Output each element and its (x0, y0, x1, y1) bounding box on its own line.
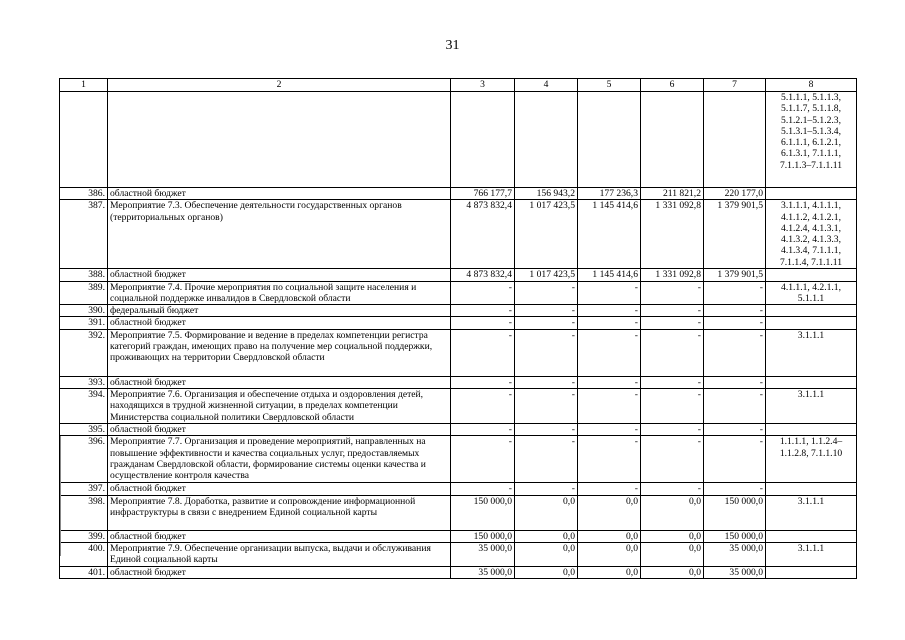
value-col-3: 4 873 832,4 (451, 200, 515, 269)
row-number: 389. (60, 281, 108, 305)
value-col-7: 1 379 901,5 (704, 200, 766, 269)
row-description: Мероприятие 7.5. Формирование и ведение в пределах компетенции регистра категорий граждан, имеющих право на получение мер социальной поддержки, проживающих на территории Свердловской области (108, 329, 451, 376)
value-col-4: - (515, 389, 578, 424)
column-header: 6 (641, 79, 704, 92)
value-col-4: - (515, 483, 578, 495)
value-col-3: - (451, 376, 515, 388)
value-col-7: 150 000,0 (704, 530, 766, 542)
value-col-5: - (578, 317, 641, 329)
value-col-6: - (641, 389, 704, 424)
value-col-6: - (641, 376, 704, 388)
row-number: 388. (60, 269, 108, 281)
row-number: 398. (60, 495, 108, 530)
value-col-3: - (451, 305, 515, 317)
value-col-6: - (641, 281, 704, 305)
row-number: 395. (60, 424, 108, 436)
row-description: областной бюджет (108, 269, 451, 281)
value-col-7: - (704, 424, 766, 436)
row-number: 399. (60, 530, 108, 542)
column-header: 5 (578, 79, 641, 92)
value-col-4: 0,0 (515, 530, 578, 542)
column-header: 8 (766, 79, 857, 92)
value-col-7: - (704, 389, 766, 424)
value-col-4: 0,0 (515, 495, 578, 530)
indicator-codes (766, 566, 857, 578)
value-col-6: - (641, 305, 704, 317)
row-number: 386. (60, 188, 108, 200)
row-number (60, 92, 108, 188)
value-col-4: - (515, 329, 578, 376)
row-description: Мероприятие 7.8. Доработка, развитие и сопровождение информационной инфраструктуры в связи с внедрением Единой социальной карты (108, 495, 451, 530)
row-description: областной бюджет (108, 188, 451, 200)
value-col-5: 0,0 (578, 530, 641, 542)
value-col-7 (704, 92, 766, 188)
table-row (60, 376, 857, 388)
value-col-4: - (515, 305, 578, 317)
row-number: 394. (60, 389, 108, 424)
indicator-codes: 1.1.1.1, 1.1.2.4– 1.1.2.8, 7.1.1.10 (766, 436, 857, 483)
indicator-codes (766, 376, 857, 388)
value-col-5: 0,0 (578, 495, 641, 530)
value-col-5 (578, 92, 641, 188)
column-header: 2 (108, 79, 451, 92)
value-col-3: 150 000,0 (451, 495, 515, 530)
indicator-codes (766, 269, 857, 281)
indicator-codes: 3.1.1.1 (766, 495, 857, 530)
value-col-7: - (704, 436, 766, 483)
indicator-codes (766, 188, 857, 200)
value-col-7: - (704, 305, 766, 317)
row-number: 396. (60, 436, 108, 483)
value-col-6: - (641, 317, 704, 329)
value-col-3: - (451, 329, 515, 376)
indicator-codes (766, 305, 857, 317)
value-col-3: - (451, 424, 515, 436)
value-col-6: - (641, 436, 704, 483)
budget-table (59, 78, 857, 579)
value-col-4 (515, 92, 578, 188)
table-row (60, 436, 857, 483)
page-number: 31 (445, 38, 460, 53)
value-col-6: 0,0 (641, 542, 704, 566)
value-col-3: - (451, 317, 515, 329)
row-number: 391. (60, 317, 108, 329)
row-description: Мероприятие 7.7. Организация и проведение мероприятий, направленных на повышение эффективности и качества социальных услуг, предоставляемых гражданам Свердловской области, формирование системы оценки качества и осуществление контроля качества (108, 436, 451, 483)
value-col-6: 1 331 092,8 (641, 269, 704, 281)
indicator-codes (766, 483, 857, 495)
row-number: 390. (60, 305, 108, 317)
value-col-6 (641, 92, 704, 188)
value-col-3: 150 000,0 (451, 530, 515, 542)
row-description: областной бюджет (108, 566, 451, 578)
table-row (60, 281, 857, 305)
table-row (60, 542, 857, 566)
margin-stamp-mark (60, 436, 87, 556)
value-col-6: 1 331 092,8 (641, 200, 704, 269)
value-col-7: 1 379 901,5 (704, 269, 766, 281)
value-col-5: - (578, 436, 641, 483)
value-col-4: - (515, 317, 578, 329)
value-col-4: 156 943,2 (515, 188, 578, 200)
value-col-3: - (451, 436, 515, 483)
value-col-6: 211 821,2 (641, 188, 704, 200)
value-col-7: 220 177,0 (704, 188, 766, 200)
value-col-7: - (704, 281, 766, 305)
value-col-3: 4 873 832,4 (451, 269, 515, 281)
indicator-codes: 3.1.1.1 (766, 329, 857, 376)
row-description: областной бюджет (108, 483, 451, 495)
row-description: областной бюджет (108, 376, 451, 388)
value-col-4: 1 017 423,5 (515, 269, 578, 281)
value-col-5: 1 145 414,6 (578, 200, 641, 269)
table-row (60, 424, 857, 436)
row-number: 387. (60, 200, 108, 269)
row-description: областной бюджет (108, 424, 451, 436)
row-number: 392. (60, 329, 108, 376)
row-description: федеральный бюджет (108, 305, 451, 317)
indicator-codes (766, 424, 857, 436)
table-row (60, 269, 857, 281)
value-col-3: 35 000,0 (451, 566, 515, 578)
row-description: Мероприятие 7.4. Прочие мероприятия по социальной защите населения и социальной поддержке инвалидов в Свердловской области (108, 281, 451, 305)
column-header: 1 (60, 79, 108, 92)
table-row (60, 317, 857, 329)
row-number: 400. (60, 542, 108, 566)
value-col-5: - (578, 376, 641, 388)
value-col-3: - (451, 483, 515, 495)
value-col-4: 1 017 423,5 (515, 200, 578, 269)
row-number: 401. (60, 566, 108, 578)
value-col-5: - (578, 483, 641, 495)
value-col-5: 1 145 414,6 (578, 269, 641, 281)
value-col-5: - (578, 389, 641, 424)
value-col-5: - (578, 281, 641, 305)
value-col-5: 0,0 (578, 566, 641, 578)
value-col-5: 0,0 (578, 542, 641, 566)
table-row (60, 483, 857, 495)
value-col-4: - (515, 376, 578, 388)
table-row (60, 305, 857, 317)
indicator-codes: 3.1.1.1, 4.1.1.1, 4.1.1.2, 4.1.2.1, 4.1.2.4, 4.1.3.1, 4.1.3.2, 4.1.3.3, 4.1.3.4, 7.1.1.1, 7.1.1.4, 7.1.1.11 (766, 200, 857, 269)
indicator-codes: 3.1.1.1 (766, 542, 857, 566)
value-col-5: - (578, 305, 641, 317)
value-col-3 (451, 92, 515, 188)
table-row (60, 92, 857, 188)
value-col-7: - (704, 376, 766, 388)
value-col-6: - (641, 329, 704, 376)
value-col-6: 0,0 (641, 530, 704, 542)
table-row (60, 389, 857, 424)
value-col-3: - (451, 281, 515, 305)
value-col-4: - (515, 281, 578, 305)
row-number: 393. (60, 376, 108, 388)
row-description: областной бюджет (108, 317, 451, 329)
value-col-3: - (451, 389, 515, 424)
row-description: Мероприятие 7.3. Обеспечение деятельности государственных органов (территориальных органов) (108, 200, 451, 269)
value-col-4: 0,0 (515, 566, 578, 578)
table-row (60, 530, 857, 542)
value-col-5: 177 236,3 (578, 188, 641, 200)
value-col-7: 35 000,0 (704, 566, 766, 578)
value-col-5: - (578, 329, 641, 376)
value-col-6: 0,0 (641, 566, 704, 578)
value-col-6: - (641, 483, 704, 495)
value-col-5: - (578, 424, 641, 436)
table-row (60, 495, 857, 530)
column-header-row (60, 79, 857, 92)
value-col-7: 150 000,0 (704, 495, 766, 530)
value-col-6: 0,0 (641, 495, 704, 530)
value-col-7: - (704, 317, 766, 329)
table-row (60, 566, 857, 578)
value-col-3: 35 000,0 (451, 542, 515, 566)
row-description: областной бюджет (108, 530, 451, 542)
value-col-4: - (515, 436, 578, 483)
table-row (60, 329, 857, 376)
value-col-3: 766 177,7 (451, 188, 515, 200)
value-col-7: 35 000,0 (704, 542, 766, 566)
value-col-4: 0,0 (515, 542, 578, 566)
value-col-6: - (641, 424, 704, 436)
row-description: Мероприятие 7.6. Организация и обеспечение отдыха и оздоровления детей, находящихся в трудной жизненной ситуации, в пределах компетенции Министерства социальной политики Свердловской области (108, 389, 451, 424)
value-col-7: - (704, 483, 766, 495)
indicator-codes: 5.1.1.1, 5.1.1.3, 5.1.1.7, 5.1.1.8, 5.1.2.1–5.1.2.3, 5.1.3.1–5.1.3.4, 6.1.1.1, 6.1.2.1, 6.1.3.1, 7.1.1.1, 7.1.1.3–7.1.1.11 (766, 92, 857, 188)
value-col-7: - (704, 329, 766, 376)
table-row (60, 200, 857, 269)
column-header: 4 (515, 79, 578, 92)
indicator-codes (766, 317, 857, 329)
indicator-codes: 4.1.1.1, 4.2.1.1, 5.1.1.1 (766, 281, 857, 305)
column-header: 7 (704, 79, 766, 92)
row-number: 397. (60, 483, 108, 495)
row-description (108, 92, 451, 188)
value-col-4: - (515, 424, 578, 436)
indicator-codes: 3.1.1.1 (766, 389, 857, 424)
indicator-codes (766, 530, 857, 542)
column-header: 3 (451, 79, 515, 92)
table-row (60, 188, 857, 200)
row-description: Мероприятие 7.9. Обеспечение организации выпуска, выдачи и обслуживания Единой социальной карты (108, 542, 451, 566)
